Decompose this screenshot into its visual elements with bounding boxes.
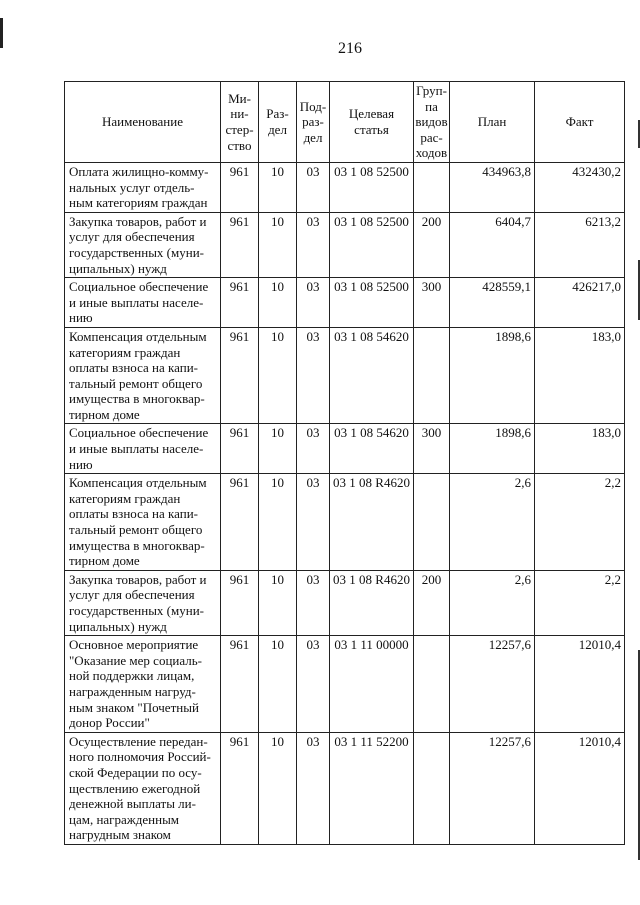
table-row	[65, 162, 625, 212]
name-line: и иные выплаты населе-	[69, 441, 204, 457]
section-cell: 10	[259, 636, 297, 733]
plan-cell: 2,6	[450, 474, 535, 571]
subsection-cell: 03	[297, 474, 330, 571]
header-line: ходов	[415, 145, 448, 161]
ministry-cell: 961	[221, 636, 259, 733]
name-line: Компенсация отдельным	[69, 328, 207, 344]
header-line: дел	[303, 129, 323, 145]
target-article-cell: 03 1 08 54620	[330, 424, 414, 474]
subsection-cell: 03	[297, 327, 330, 424]
budget-table	[64, 81, 625, 845]
table-header-row	[65, 82, 625, 163]
ministry-cell: 961	[221, 212, 259, 277]
header-ministry	[221, 82, 259, 163]
name-line: Закупка товаров, работ и	[69, 213, 207, 229]
header-line: статья	[354, 121, 389, 137]
plan-cell: 12257,6	[450, 732, 535, 844]
name-line: государственных (муни-	[69, 603, 204, 618]
target-article-cell: 03 1 08 54620	[330, 327, 414, 424]
header-line: дел	[268, 121, 287, 137]
name-line: имущества в многоквар-	[69, 391, 205, 407]
subsection-cell: 03	[297, 212, 330, 277]
name-cell	[65, 474, 221, 571]
target-article-cell: 03 1 08 R4620	[330, 570, 414, 635]
target-article-cell: 03 1 08 52500	[330, 278, 414, 328]
section-cell: 10	[259, 278, 297, 328]
header-target-article	[330, 82, 414, 163]
section-cell: 10	[259, 732, 297, 844]
name-line: ным категориям граждан	[69, 195, 208, 211]
expense-type-cell: 300	[414, 278, 450, 328]
subsection-cell: 03	[297, 278, 330, 328]
name-line: услуг для обеспечения	[69, 587, 195, 603]
header-fact	[535, 82, 625, 163]
name-line: тирном доме	[69, 553, 140, 569]
name-line: ципальных) нужд	[69, 260, 167, 276]
section-cell: 10	[259, 162, 297, 212]
header-line: Груп-	[416, 83, 447, 98]
name-line: Социальное обеспечение	[69, 425, 209, 441]
name-cell	[65, 278, 221, 328]
ministry-cell: 961	[221, 424, 259, 474]
name-line: нагрудным знаком	[69, 827, 171, 843]
expense-type-cell	[414, 162, 450, 212]
plan-cell: 12257,6	[450, 636, 535, 733]
subsection-cell: 03	[297, 424, 330, 474]
table-row	[65, 424, 625, 474]
header-subsection	[297, 82, 330, 163]
name-cell	[65, 570, 221, 635]
table-row	[65, 474, 625, 571]
fact-cell: 6213,2	[535, 212, 625, 277]
plan-cell: 1898,6	[450, 327, 535, 424]
name-cell	[65, 424, 221, 474]
subsection-cell: 03	[297, 636, 330, 733]
name-cell	[65, 732, 221, 844]
expense-type-cell	[414, 474, 450, 571]
header-line: раз-	[302, 114, 324, 130]
fact-cell: 426217,0	[535, 278, 625, 328]
name-line: нальных услуг отдель-	[69, 179, 195, 195]
table-row	[65, 570, 625, 635]
fact-cell: 2,2	[535, 570, 625, 635]
page-number: 216	[338, 40, 362, 57]
section-cell: 10	[259, 424, 297, 474]
name-line: нию	[69, 456, 93, 472]
expense-type-cell: 200	[414, 570, 450, 635]
name-line: Оплата жилищно-комму-	[69, 163, 209, 179]
name-line: Закупка товаров, работ и	[69, 571, 207, 587]
name-line: категориям граждан	[69, 490, 181, 506]
ministry-cell: 961	[221, 732, 259, 844]
header-line: Факт	[565, 114, 594, 130]
name-line: тирном доме	[69, 406, 140, 422]
header-line: План	[477, 114, 507, 130]
header-name	[65, 82, 221, 163]
table-row	[65, 212, 625, 277]
plan-cell: 2,6	[450, 570, 535, 635]
header-line: ство	[227, 137, 252, 153]
expense-type-cell: 200	[414, 212, 450, 277]
table-row	[65, 732, 625, 844]
name-cell	[65, 636, 221, 733]
target-article-cell: 03 1 08 52500	[330, 162, 414, 212]
header-line: видов	[415, 114, 448, 130]
name-line: ципальных) нужд	[69, 618, 167, 634]
header-line: па	[425, 98, 438, 114]
name-line: государственных (муни-	[69, 244, 204, 260]
name-line: денежной выплаты ли-	[69, 796, 196, 812]
name-line: ществлению ежегодной	[69, 780, 201, 796]
header-section	[259, 82, 297, 163]
subsection-cell: 03	[297, 162, 330, 212]
name-line: ным знаком "Почетный	[69, 699, 199, 715]
header-line: Под-	[299, 98, 327, 114]
name-line: оплаты взноса на капи-	[69, 506, 198, 522]
name-line: цам, награжденным	[69, 811, 180, 827]
ministry-cell: 961	[221, 474, 259, 571]
table-row	[65, 278, 625, 328]
target-article-cell: 03 1 08 R4620	[330, 474, 414, 571]
name-line: Осуществление передан-	[69, 733, 208, 749]
header-expense-type-group	[414, 82, 450, 163]
name-line: ной поддержки лицам,	[69, 668, 195, 684]
fact-cell: 12010,4	[535, 732, 625, 844]
name-cell	[65, 212, 221, 277]
table-body	[65, 162, 625, 844]
name-cell	[65, 327, 221, 424]
name-line: нию	[69, 310, 93, 326]
target-article-cell: 03 1 08 52500	[330, 212, 414, 277]
header-line: Ми-	[228, 90, 251, 106]
name-line: награжденным нагруд-	[69, 683, 196, 699]
ministry-cell: 961	[221, 162, 259, 212]
name-line: "Оказание мер социаль-	[69, 652, 202, 668]
name-cell	[65, 162, 221, 212]
expense-type-cell	[414, 327, 450, 424]
plan-cell: 6404,7	[450, 212, 535, 277]
ministry-cell: 961	[221, 570, 259, 635]
section-cell: 10	[259, 212, 297, 277]
header-plan	[450, 82, 535, 163]
header-line: Раз-	[266, 106, 289, 122]
fact-cell: 183,0	[535, 327, 625, 424]
ministry-cell: 961	[221, 327, 259, 424]
header-line: ни-	[230, 106, 249, 122]
header-line: Целевая	[348, 106, 395, 122]
name-line: ного полномочия Россий-	[69, 749, 211, 765]
header-line: рас-	[420, 129, 443, 145]
header-line: Наименование	[102, 114, 183, 130]
ministry-cell: 961	[221, 278, 259, 328]
name-line: услуг для обеспечения	[69, 229, 195, 245]
name-line: категориям граждан	[69, 344, 181, 360]
name-line: оплаты взноса на капи-	[69, 360, 198, 376]
section-cell: 10	[259, 570, 297, 635]
table-row	[65, 327, 625, 424]
target-article-cell: 03 1 11 52200	[330, 732, 414, 844]
name-line: Социальное обеспечение	[69, 279, 209, 295]
table-row	[65, 636, 625, 733]
name-line: тальный ремонт общего	[69, 522, 203, 538]
fact-cell: 183,0	[535, 424, 625, 474]
subsection-cell: 03	[297, 732, 330, 844]
name-line: тальный ремонт общего	[69, 375, 203, 391]
fact-cell: 432430,2	[535, 162, 625, 212]
name-line: Компенсация отдельным	[69, 475, 207, 491]
name-line: донор России"	[69, 715, 150, 731]
fact-cell: 12010,4	[535, 636, 625, 733]
expense-type-cell	[414, 636, 450, 733]
target-article-cell: 03 1 11 00000	[330, 636, 414, 733]
fact-cell: 2,2	[535, 474, 625, 571]
name-line: Основное мероприятие	[69, 637, 199, 653]
subsection-cell: 03	[297, 570, 330, 635]
name-line: и иные выплаты населе-	[69, 294, 204, 310]
plan-cell: 434963,8	[450, 162, 535, 212]
plan-cell: 428559,1	[450, 278, 535, 328]
name-line: ской Федерации по осу-	[69, 764, 202, 780]
header-line: стер-	[225, 121, 254, 137]
expense-type-cell	[414, 732, 450, 844]
section-cell: 10	[259, 327, 297, 424]
expense-type-cell: 300	[414, 424, 450, 474]
name-line: имущества в многоквар-	[69, 537, 205, 553]
section-cell: 10	[259, 474, 297, 571]
plan-cell: 1898,6	[450, 424, 535, 474]
